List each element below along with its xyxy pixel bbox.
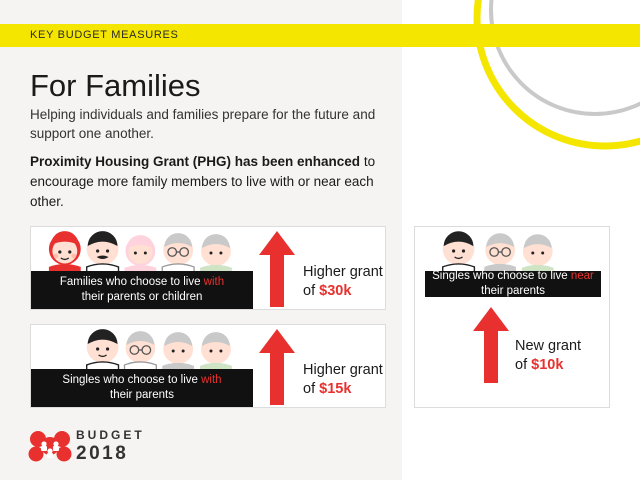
caption-text-line2: their parents [110,389,174,401]
grant-label-singles-near [515,337,610,375]
grant-label-singles-with [303,361,393,399]
lead-paragraph [30,152,380,212]
caption-bar-singles-near [425,271,601,297]
grant-prefix: of [303,381,320,397]
caption-text-line2: their parents or children [81,291,203,303]
card-families-parents-children [30,226,386,310]
grant-amount: $10k [531,357,564,373]
lead-rest: to encourage more family members to live with or near each other. [30,154,376,209]
up-arrow-icon [259,231,295,307]
caption-text-highlight: with [203,276,225,288]
card-singles-with-parents [30,324,386,408]
grant-prefix: of [303,283,320,299]
grant-amount: $30k [319,283,352,299]
caption-bar-singles-with [31,369,253,407]
caption-bar-families [31,271,253,309]
logo-word: BUDGET [76,428,145,442]
caption-text-highlight: with [201,374,222,386]
caption-text-a: Singles who choose to live [62,374,202,386]
up-arrow-icon [259,329,295,405]
caption-text-highlight: near [570,270,594,282]
grant-prefix: of [515,357,532,373]
caption-text-a: Families who choose to live [59,276,204,288]
page-subtitle: Helping individuals and families prepare for the future and support one another. [30,107,376,141]
banner-label: KEY BUDGET MEASURES [30,29,179,41]
grant-line1: New grant [515,338,582,354]
budget-logo-text [76,428,145,465]
lead-bold: Proximity Housing Grant (PHG) has been enhanced [30,154,361,169]
page-title: For Families [30,68,201,103]
card-singles-near-parents [414,226,610,408]
caption-text-b: their parents [481,285,545,297]
grant-label-families [303,263,393,301]
grant-line1: Higher grant [303,264,383,280]
grant-line1: Higher grant [303,362,383,378]
caption-text-a: Singles who choose to live [432,270,568,282]
grant-amount: $15k [319,381,352,397]
up-arrow-icon [473,307,509,383]
logo-year: 2018 [76,443,129,464]
